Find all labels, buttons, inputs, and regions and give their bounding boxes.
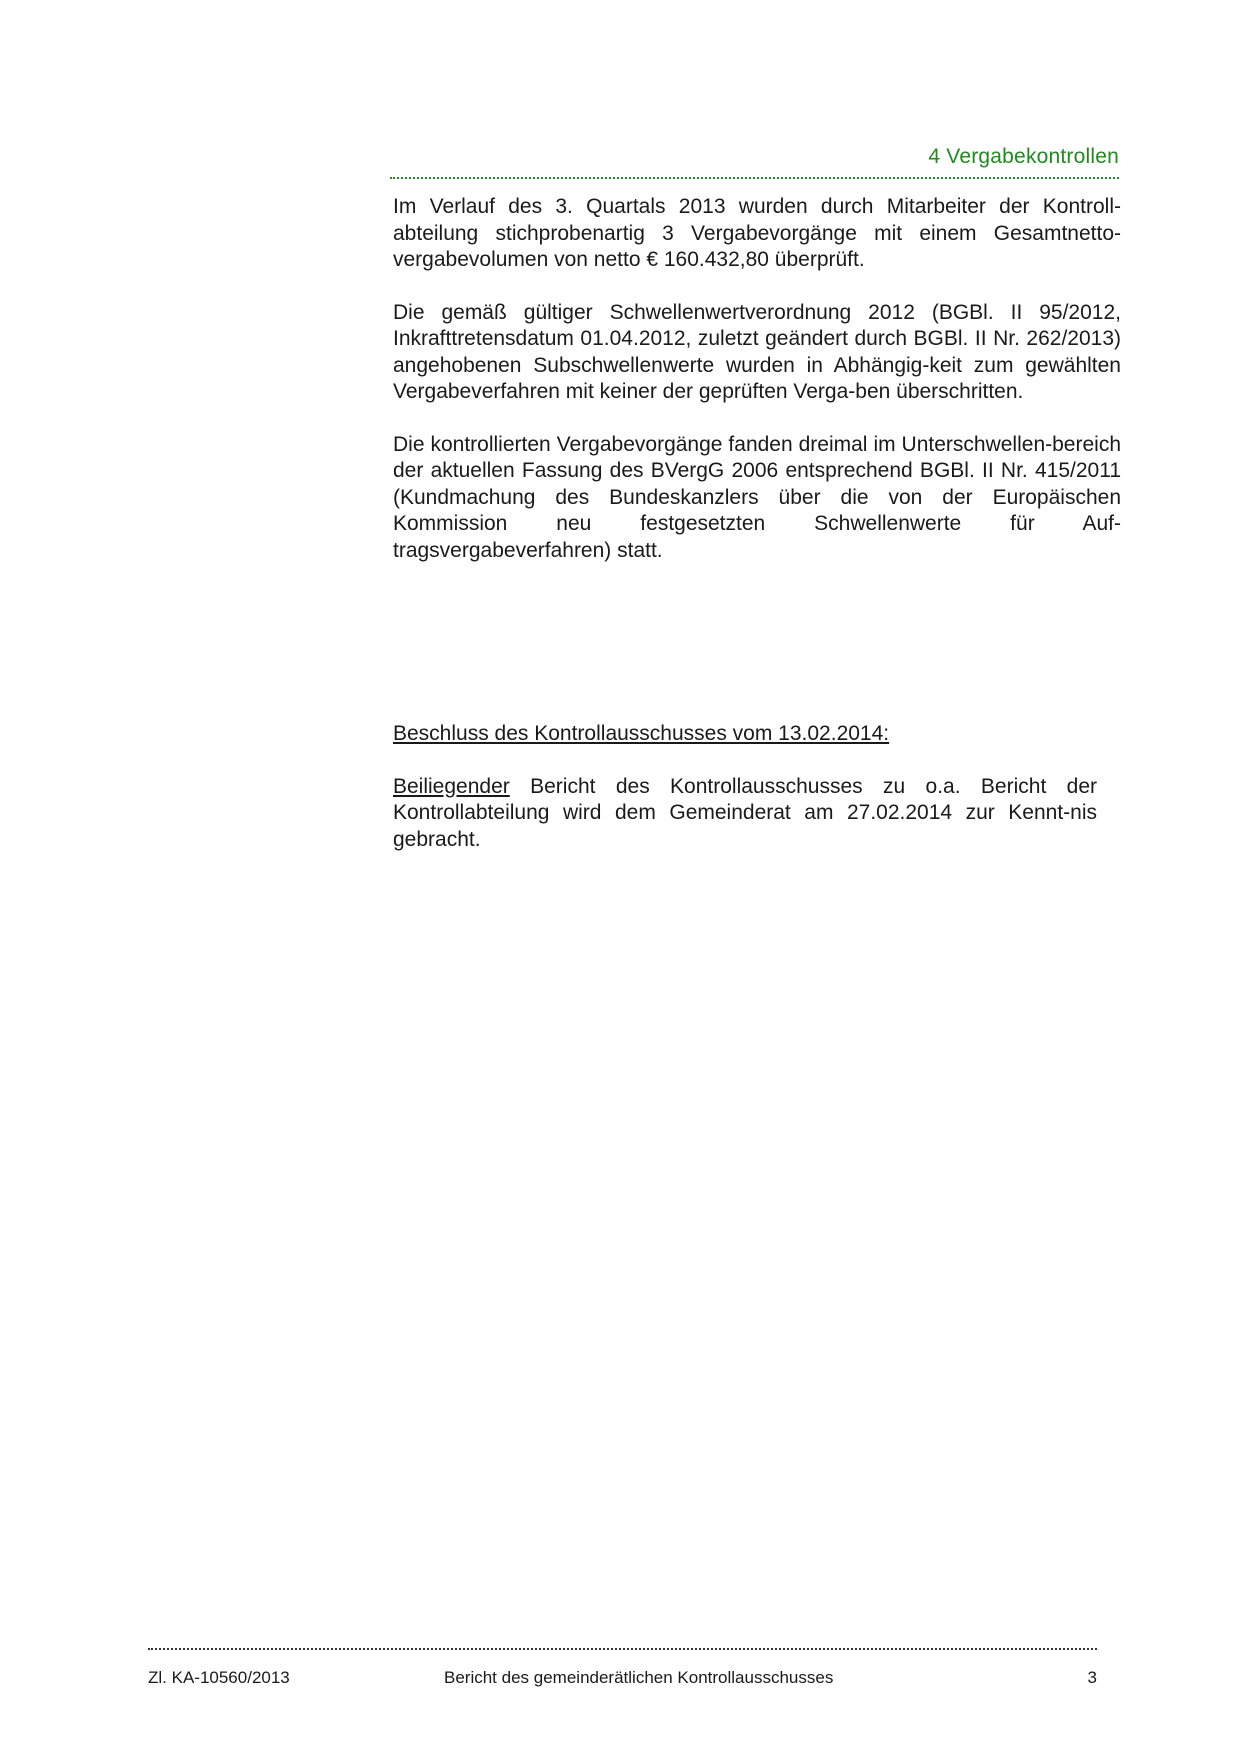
resolution-section [393, 721, 1097, 879]
resolution-text: Bericht des Kontrollausschusses zu o.a. Bericht der Kontrollabteilung wird dem Gemeinderat am 27.02.2014 zur Kennt-nis gebracht. [393, 774, 1097, 851]
paragraph-3: Die kontrollierten Vergabevorgänge fanden dreimal im Unterschwellen-bereich der aktuellen Fassung des BVergG 2006 entsprechend BGBl. II Nr. 415/2011 (Kundmachung des Bundeskanzlers über die von der Europäischen Kommission neu festgesetzten Schwellenwerte für Auf-tragsvergabeverfahren) statt. [393, 432, 1121, 562]
page-header [390, 145, 1119, 181]
footer-title: Bericht des gemeinderätlichen Kontrollausschusses [444, 1668, 834, 1687]
header-divider [390, 177, 1119, 179]
section-title: 4 Vergabekontrollen [928, 145, 1119, 168]
paragraph-1: Im Verlauf des 3. Quartals 2013 wurden durch Mitarbeiter der Kontroll-abteilung stichprobenartig 3 Vergabevorgänge mit einem Gesamtnetto-vergabevolumen von netto € 160.432,80 überprüft. [393, 195, 1121, 271]
footer-reference: Zl. KA-10560/2013 [148, 1668, 290, 1687]
resolution-paragraph [393, 774, 1097, 854]
paragraph-2: Die gemäß gültiger Schwellenwertverordnung 2012 (BGBl. II 95/2012, Inkrafttretensdatum 01.04.2012, zuletzt geändert durch BGBl. II Nr. 262/2013) angehobenen Subschwellenwerte wurden in Abhängig-keit zum gewählten Vergabeverfahren mit keiner der geprüften Verga-ben überschritten. [393, 300, 1121, 403]
page-footer [148, 1648, 1097, 1708]
page-number: 3 [1087, 1668, 1097, 1687]
resolution-lead: Beiliegender [393, 774, 510, 798]
body-text [393, 194, 1121, 590]
footer-divider [148, 1648, 1097, 1650]
resolution-heading [393, 721, 1097, 748]
resolution-heading-text: Beschluss des Kontrollausschusses vom 13.02.2014: [393, 722, 890, 745]
